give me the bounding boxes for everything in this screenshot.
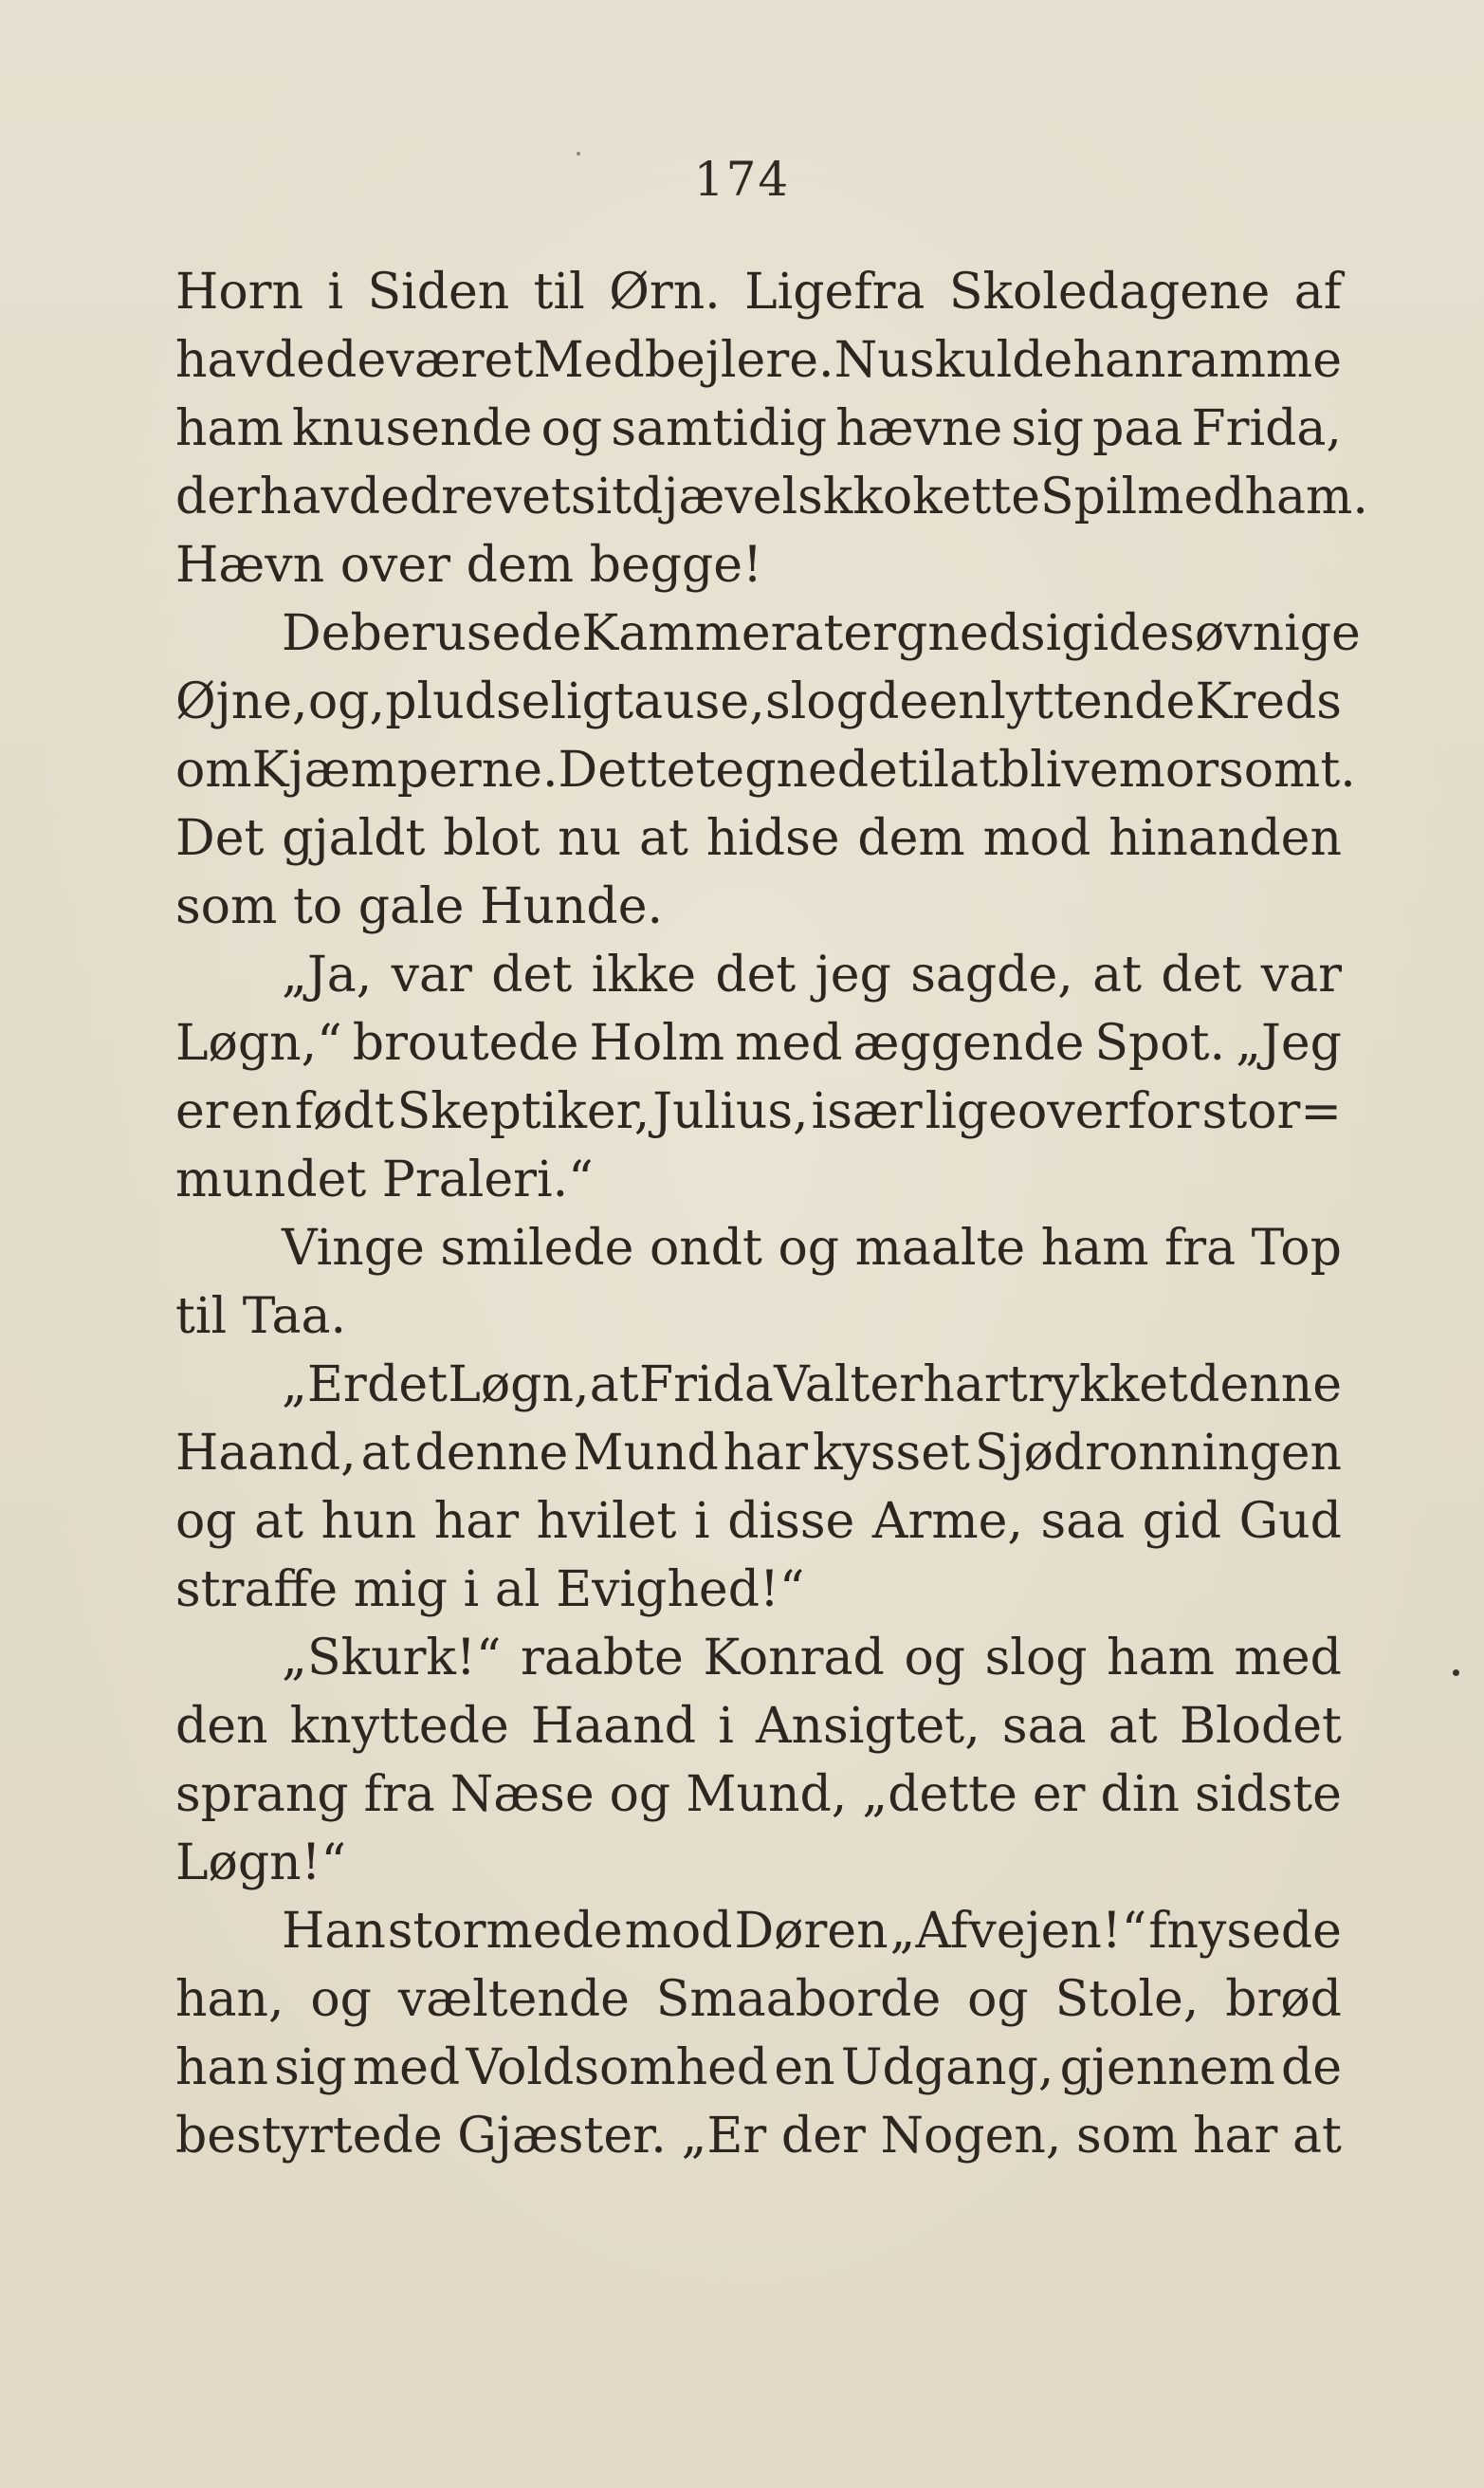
word: med <box>352 2039 461 2096</box>
word: at <box>1292 2108 1342 2165</box>
word: især <box>811 1083 923 1140</box>
word: tegnede <box>695 742 898 799</box>
word: Det <box>175 810 265 867</box>
word: og <box>967 1971 1029 2028</box>
word: det <box>491 947 573 1004</box>
text-line <box>175 873 1342 941</box>
page-number: 174 <box>693 152 791 207</box>
word: sprang <box>175 1766 349 1823</box>
word: Dette <box>558 742 696 799</box>
word: og <box>540 400 603 457</box>
word: raabte <box>521 1630 684 1686</box>
word: nu <box>558 810 622 867</box>
word: hævne <box>835 400 1003 457</box>
word: ham <box>1107 1630 1215 1686</box>
word: gjennem <box>1059 2039 1275 2096</box>
word: de <box>325 332 387 389</box>
word: Løgn, <box>448 1356 590 1413</box>
word: De <box>282 605 351 662</box>
word: der <box>175 469 260 525</box>
word: Stole, <box>1054 1971 1200 2028</box>
word: Øjne, <box>175 673 308 730</box>
word: gjaldt <box>282 810 426 867</box>
word: Mund, <box>686 1766 848 1823</box>
word: at <box>1108 1698 1158 1755</box>
word: i <box>1092 605 1109 662</box>
word: det <box>715 947 797 1004</box>
word: fra <box>1164 1220 1237 1277</box>
word: Hunde. <box>480 878 664 935</box>
word: Kreds <box>1195 673 1342 730</box>
word: brød <box>1225 1971 1342 2028</box>
word: „Er <box>282 1356 367 1413</box>
text-line <box>175 395 1342 463</box>
word: mig <box>353 1561 449 1618</box>
word: Praleri.“ <box>381 1152 594 1208</box>
word: Hævn <box>175 537 325 594</box>
word: gned <box>896 605 1020 662</box>
word: ham <box>1040 1220 1149 1277</box>
word: al <box>494 1561 540 1618</box>
word: en <box>230 1083 292 1140</box>
word: ondt <box>649 1220 762 1277</box>
text-line <box>175 1829 1342 1897</box>
word: har <box>723 1425 809 1482</box>
word: og <box>778 1220 840 1277</box>
word: slog <box>764 673 868 730</box>
word: søvnige <box>1169 605 1361 662</box>
word: og <box>904 1630 966 1686</box>
word: jeg <box>815 947 891 1004</box>
word: Blodet <box>1179 1698 1342 1755</box>
word: som <box>1076 2108 1179 2165</box>
word: dem <box>857 810 965 867</box>
word: „dette <box>862 1766 1017 1823</box>
word: at <box>948 742 998 799</box>
word: disse <box>727 1493 855 1550</box>
word: Vinge <box>282 1220 425 1277</box>
word: blive <box>998 742 1119 799</box>
word: over <box>339 537 451 594</box>
word: hun <box>321 1493 417 1550</box>
word: i <box>718 1698 734 1755</box>
print-speck <box>1453 1669 1459 1676</box>
word: af <box>1293 264 1342 321</box>
word: Kjæmperne. <box>251 742 559 799</box>
text-line <box>175 668 1342 736</box>
word: Holm <box>589 1015 725 1072</box>
word: en <box>928 673 990 730</box>
word: Horn <box>175 264 304 321</box>
word: og, <box>307 673 385 730</box>
word: dem <box>466 537 575 594</box>
word: havde <box>175 332 325 389</box>
word: Gud <box>1238 1493 1342 1550</box>
word: sig <box>1011 400 1084 457</box>
word: Spot. <box>1094 1015 1226 1072</box>
word: Voldsomhed <box>466 2039 769 2096</box>
word: mundet <box>175 1152 367 1208</box>
word: Nogen, <box>880 2108 1062 2165</box>
word: „Ja, <box>282 947 373 1004</box>
word: Medbejlere. <box>533 332 834 389</box>
text-line <box>175 463 1368 531</box>
word: og <box>175 1493 237 1550</box>
word: maalte <box>854 1220 1026 1277</box>
word: Frida, <box>1191 400 1342 457</box>
word: sig <box>1019 605 1093 662</box>
word: væltende <box>397 1971 630 2028</box>
text-line <box>175 1009 1342 1078</box>
word: Taa. <box>242 1288 346 1345</box>
word: er <box>1032 1766 1086 1823</box>
word: han, <box>175 1971 284 2028</box>
word: Ligefra <box>744 264 925 321</box>
body-text <box>175 258 1368 2170</box>
word: Julius, <box>652 1083 809 1140</box>
word: stormede <box>387 1903 623 1960</box>
word: at <box>638 810 688 867</box>
word: det <box>367 1356 449 1413</box>
word: Haand, <box>175 1425 357 1482</box>
word: at <box>254 1493 304 1550</box>
word: Siden <box>367 264 510 321</box>
text-line <box>175 1692 1342 1760</box>
word: med <box>1234 1630 1342 1686</box>
word: med <box>735 1015 843 1072</box>
word: „Afvejen!“ <box>889 1903 1147 1960</box>
word: han <box>1072 332 1166 389</box>
word: Konrad <box>703 1630 885 1686</box>
word: saa <box>1001 1698 1087 1755</box>
word: Gjæster. <box>457 2108 667 2165</box>
word: trykket <box>1008 1356 1188 1413</box>
word: kysset <box>812 1425 970 1482</box>
word: „Er <box>681 2108 767 2165</box>
word: Skoledagene <box>948 264 1271 321</box>
text-line <box>175 1487 1342 1556</box>
word: æggende <box>852 1015 1085 1072</box>
word: morsomt. <box>1118 742 1356 799</box>
word: mod <box>624 1903 733 1960</box>
word: har <box>923 1356 1008 1413</box>
word: var <box>391 947 472 1004</box>
word: hvilet <box>536 1493 677 1550</box>
word: Kammerater <box>581 605 897 662</box>
word: at <box>589 1356 639 1413</box>
word: Smaaborde <box>655 1971 942 2028</box>
text-line <box>175 1965 1342 2034</box>
word: den <box>175 1698 268 1755</box>
word: Han <box>282 1903 386 1960</box>
text-line <box>175 1351 1342 1419</box>
word: tause, <box>614 673 765 730</box>
word: Haand <box>530 1698 697 1755</box>
word: knyttede <box>289 1698 509 1755</box>
word: samtidig <box>611 400 828 457</box>
word: Skeptiker, <box>396 1083 650 1140</box>
text-line <box>175 1078 1342 1146</box>
text-line <box>175 1624 1342 1692</box>
text-line <box>175 941 1342 1009</box>
word: begge! <box>589 537 762 594</box>
word: sig <box>274 2039 347 2096</box>
text-line <box>175 599 1361 668</box>
word: to <box>292 878 343 935</box>
word: til <box>175 1288 228 1345</box>
word: knusende <box>291 400 533 457</box>
word: smilede <box>440 1220 634 1277</box>
word: har <box>1193 2108 1278 2165</box>
word: Løgn,“ <box>175 1015 342 1072</box>
word: „Jeg <box>1236 1015 1342 1072</box>
word: sidste <box>1194 1766 1342 1823</box>
word: gid <box>1142 1493 1222 1550</box>
word: lyttende <box>990 673 1196 730</box>
word: at <box>360 1425 411 1482</box>
word: var <box>1260 947 1342 1004</box>
text-line <box>175 2034 1342 2102</box>
text-line <box>175 531 1342 599</box>
word: Mund <box>573 1425 719 1482</box>
word: med <box>1137 469 1245 525</box>
text-line <box>175 1760 1342 1829</box>
word: Top <box>1251 1220 1342 1277</box>
word: straffe <box>175 1561 339 1618</box>
word: er <box>175 1083 229 1140</box>
word: Evighed!“ <box>556 1561 805 1618</box>
word: de <box>1108 605 1170 662</box>
word: om <box>175 742 252 799</box>
word: har <box>433 1493 520 1550</box>
word: hinanden <box>1108 810 1342 867</box>
text-line <box>175 736 1356 804</box>
word: ham <box>175 400 284 457</box>
word: og <box>609 1766 671 1823</box>
word: født <box>294 1083 394 1140</box>
word: Spil <box>1039 469 1138 525</box>
word: skulde <box>908 332 1073 389</box>
word: paa <box>1092 400 1183 457</box>
word: ramme <box>1165 332 1342 389</box>
word: de <box>1280 2039 1342 2096</box>
word: hidse <box>705 810 840 867</box>
word: som <box>175 878 278 935</box>
word: været <box>386 332 534 389</box>
word: ham. <box>1244 469 1368 525</box>
word: Løgn!“ <box>175 1834 347 1891</box>
word: sit <box>570 469 632 525</box>
word: pludselig <box>385 673 614 730</box>
word: det <box>1161 947 1242 1004</box>
text-line <box>175 326 1342 395</box>
word: Valter <box>774 1356 924 1413</box>
word: Frida <box>638 1356 774 1413</box>
word: drevet <box>409 469 571 525</box>
word: havde <box>259 469 410 525</box>
word: Sjødronningen <box>974 1425 1342 1482</box>
word: denne <box>414 1425 569 1482</box>
text-line <box>175 1214 1342 1282</box>
word: og <box>310 1971 372 2028</box>
word: til <box>897 742 949 799</box>
word: fra <box>363 1766 435 1823</box>
word: denne <box>1188 1356 1342 1413</box>
word: berusede <box>350 605 582 662</box>
word: mod <box>982 810 1091 867</box>
word: de <box>868 673 929 730</box>
text-line <box>175 1556 1342 1624</box>
word: Udgang, <box>840 2039 1054 2096</box>
word: i <box>463 1561 480 1618</box>
word: djævelsk <box>632 469 853 525</box>
word: Nu <box>834 332 909 389</box>
word: slog <box>984 1630 1088 1686</box>
text-line <box>175 1282 1342 1351</box>
word: bestyrtede <box>175 2108 443 2165</box>
word: broutede <box>352 1015 579 1072</box>
word: din <box>1100 1766 1180 1823</box>
text-line <box>175 258 1342 326</box>
word: Arme, <box>871 1493 1023 1550</box>
word: fnysede <box>1148 1903 1342 1960</box>
word: kokette <box>852 469 1040 525</box>
word: stor= <box>1201 1083 1342 1140</box>
word: en <box>774 2039 835 2096</box>
print-speck <box>577 152 580 156</box>
text-line <box>175 1146 1342 1214</box>
word: i <box>694 1493 710 1550</box>
word: til <box>533 264 585 321</box>
word: ikke <box>591 947 697 1004</box>
word: Ansigtet, <box>755 1698 980 1755</box>
word: Døren <box>734 1903 889 1960</box>
word: Næse <box>449 1766 595 1823</box>
word: i <box>327 264 344 321</box>
text-line <box>175 1897 1342 1965</box>
text-line <box>175 804 1342 873</box>
text-line <box>175 2102 1342 2170</box>
word: ligeoverfor <box>925 1083 1200 1140</box>
word: „Skurk!“ <box>282 1630 502 1686</box>
text-line <box>175 1419 1342 1487</box>
word: han <box>175 2039 268 2096</box>
word: der <box>780 2108 866 2165</box>
word: sagde, <box>910 947 1073 1004</box>
word: Ørn. <box>609 264 721 321</box>
word: blot <box>443 810 540 867</box>
word: gale <box>357 878 465 935</box>
word: at <box>1092 947 1143 1004</box>
word: saa <box>1040 1493 1126 1550</box>
